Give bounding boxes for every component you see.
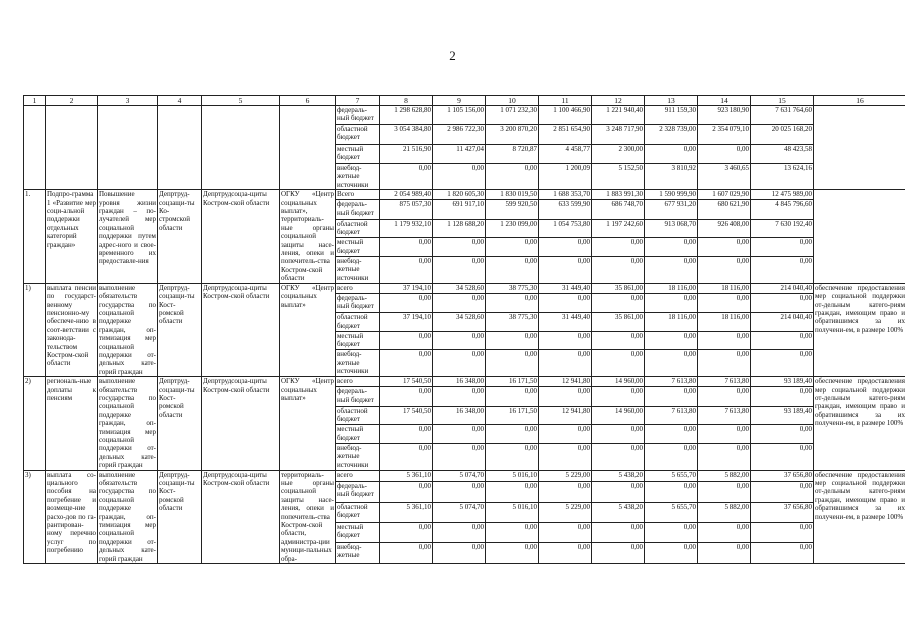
amount-cell: 0,00: [433, 350, 486, 377]
name-cell: Подпро-грамма 1 «Развитие мер соци-альной поддержки отдельных категорий граждан»: [46, 190, 98, 283]
amount-cell: 0,00: [698, 238, 751, 256]
amount-cell: 214 040,40: [751, 283, 814, 293]
amount-cell: 93 189,40: [751, 377, 814, 387]
table-row: [24, 106, 905, 125]
amount-cell: 0,00: [433, 238, 486, 256]
amount-cell: 35 861,00: [592, 313, 645, 331]
name-cell: выплата со-циального пособия на погребение и возмеще-ние расхо-дов по га-рантирован-ному перечню услуг по погребению: [46, 470, 98, 563]
amount-cell: 1 054 753,80: [539, 219, 592, 237]
goal-cell: выполнение обязательств государства по социальной поддержке граждан, оп-тимизация мер социальной поддержки от-дельных кате-горий граждан: [99, 470, 156, 563]
amount-cell: 214 040,40: [751, 313, 814, 331]
goal-cell: выполнение обязательств государства по социальной поддержке граждан, оп-тимизация мер социальной поддержки от-дельных кате-горий граждан: [99, 283, 156, 376]
amount-cell: 0,00: [539, 481, 592, 502]
amount-cell: 0,00: [486, 293, 539, 312]
num-cell: 1): [24, 283, 46, 376]
amount-cell: 16 348,00: [433, 406, 486, 424]
amount-cell: 14 960,00: [592, 406, 645, 424]
funding-source: всего: [336, 283, 380, 293]
amount-cell: 0,00: [751, 443, 814, 470]
funding-source: областной бюджет: [336, 313, 380, 331]
funding-source: внебюд-жетные источники: [336, 164, 380, 190]
name-cell: региональ-ные доплаты к пенсиям: [46, 377, 98, 470]
amount-cell: 1 179 932,10: [380, 219, 433, 237]
column-header: 5: [202, 96, 280, 106]
amount-cell: 875 057,30: [380, 200, 433, 219]
column-header: 13: [645, 96, 698, 106]
amount-cell: 0,00: [539, 350, 592, 377]
amount-cell: 16 171,50: [486, 377, 539, 387]
num-cell: 3): [24, 470, 46, 563]
amount-cell: 5 655,70: [645, 470, 698, 481]
amount-cell: 1 820 605,30: [433, 190, 486, 200]
amount-cell: 0,00: [592, 425, 645, 443]
amount-cell: 1 105 156,00: [433, 106, 486, 125]
amount-cell: 2 300,00: [592, 145, 645, 164]
funding-source: областной бюджет: [336, 219, 380, 237]
amount-cell: 677 931,20: [645, 200, 698, 219]
amount-cell: 0,00: [698, 387, 751, 406]
responsible-cell: Депртруд-соцзащи-ты Кост-ромской области: [158, 377, 202, 470]
expected-result-cell: обеспечение предоставления мер социальной поддержки от-дельным катего-риям граждан, имеющим право и обратившимся за их получени-ем, в размере 100%: [814, 283, 905, 376]
amount-cell: 0,00: [486, 443, 539, 470]
amount-cell: 11 427,04: [433, 145, 486, 164]
amount-cell: 5 882,00: [698, 502, 751, 522]
amount-cell: 0,00: [698, 542, 751, 563]
amount-cell: 1 071 232,30: [486, 106, 539, 125]
column-header: 10: [486, 96, 539, 106]
amount-cell: 4 458,77: [539, 145, 592, 164]
amount-cell: 0,00: [433, 425, 486, 443]
amount-cell: 0,00: [645, 145, 698, 164]
amount-cell: 0,00: [698, 425, 751, 443]
funding-source: местный бюджет: [336, 522, 380, 542]
amount-cell: 0,00: [380, 522, 433, 542]
amount-cell: 0,00: [380, 164, 433, 190]
amount-cell: 0,00: [380, 387, 433, 406]
amount-cell: 0,00: [645, 331, 698, 349]
amount-cell: 911 159,30: [645, 106, 698, 125]
executor-cell: Депртрудсоцза-щиты Костром-ской области: [202, 190, 280, 283]
column-header: 7: [336, 96, 380, 106]
amount-cell: 3 200 870,20: [486, 125, 539, 145]
funding-source: Всего: [336, 190, 380, 200]
amount-cell: 0,00: [698, 256, 751, 283]
amount-cell: 7 613,80: [698, 406, 751, 424]
amount-cell: 5 016,10: [486, 470, 539, 481]
funding-source: федераль-ный бюджет: [336, 293, 380, 312]
header-row: [24, 96, 905, 106]
funding-source: федераль-ный бюджет: [336, 481, 380, 502]
amount-cell: 0,00: [539, 425, 592, 443]
amount-cell: 38 775,30: [486, 283, 539, 293]
table-row: [24, 190, 905, 200]
amount-cell: 2 986 722,30: [433, 125, 486, 145]
amount-cell: 0,00: [486, 331, 539, 349]
funding-source: местный бюджет: [336, 145, 380, 164]
amount-cell: 680 621,90: [698, 200, 751, 219]
amount-cell: 0,00: [433, 387, 486, 406]
amount-cell: 1 128 688,20: [433, 219, 486, 237]
amount-cell: 0,00: [486, 256, 539, 283]
amount-cell: 0,00: [380, 238, 433, 256]
funding-source: федераль-ный бюджет: [336, 387, 380, 406]
num-cell: 1.: [24, 190, 46, 283]
page-number: 2: [449, 48, 456, 63]
amount-cell: 0,00: [698, 522, 751, 542]
column-header: 15: [751, 96, 814, 106]
amount-cell: 1 688 353,70: [539, 190, 592, 200]
amount-cell: 5 655,70: [645, 502, 698, 522]
amount-cell: 0,00: [539, 256, 592, 283]
expected-result-cell: обеспечение предоставления мер социальной поддержки от-дельным катего-риям граждан, имеющим право и обратившимся за их получени-ем, в размере 100%: [814, 470, 905, 563]
funding-source: областной бюджет: [336, 406, 380, 424]
amount-cell: 5 438,20: [592, 502, 645, 522]
amount-cell: 0,00: [380, 481, 433, 502]
amount-cell: 7 613,80: [645, 406, 698, 424]
amount-cell: 1 200,09: [539, 164, 592, 190]
amount-cell: 0,00: [751, 350, 814, 377]
amount-cell: 0,00: [645, 238, 698, 256]
expected-result-cell: [814, 190, 905, 283]
amount-cell: 1 883 991,30: [592, 190, 645, 200]
column-header: 3: [98, 96, 158, 106]
amount-cell: 0,00: [751, 481, 814, 502]
amount-cell: 0,00: [751, 387, 814, 406]
amount-cell: 0,00: [751, 293, 814, 312]
amount-cell: 0,00: [592, 542, 645, 563]
participant-cell: территориаль-ные органы социальной защиты насе-ления, опеки и попечитель-ства Костром-ской области, администра-ции муници-пальных обра-: [281, 470, 334, 563]
goal-cell: выполнение обязательств государства по социальной поддержке граждан, оп-тимизация мер социальной поддержки от-дельных кате-горий граждан: [99, 377, 156, 470]
amount-cell: 21 516,90: [380, 145, 433, 164]
amount-cell: 3 248 717,90: [592, 125, 645, 145]
amount-cell: 0,00: [539, 522, 592, 542]
amount-cell: 0,00: [592, 238, 645, 256]
num-cell: 2): [24, 377, 46, 470]
amount-cell: 926 408,00: [698, 219, 751, 237]
amount-cell: 0,00: [380, 443, 433, 470]
amount-cell: 0,00: [486, 425, 539, 443]
amount-cell: 1 607 029,90: [698, 190, 751, 200]
funding-source: федераль-ный бюджет: [336, 106, 380, 125]
amount-cell: 1 100 466,90: [539, 106, 592, 125]
funding-source: местный бюджет: [336, 425, 380, 443]
amount-cell: 5 229,00: [539, 502, 592, 522]
column-header: 12: [592, 96, 645, 106]
amount-cell: 0,00: [592, 481, 645, 502]
responsible-cell: Депртруд-соцзащи-ты Ко-стромской области: [158, 190, 202, 283]
funding-source: внебюд-жетные: [336, 542, 380, 563]
amount-cell: 3 054 384,80: [380, 125, 433, 145]
amount-cell: 18 116,00: [698, 283, 751, 293]
amount-cell: 0,00: [592, 293, 645, 312]
amount-cell: 0,00: [380, 542, 433, 563]
name-cell: выплата пенсии по государст-венному пенсионно-му обеспече-нию в соот-ветствии с законода-тельством Костром-ской области: [46, 283, 98, 376]
amount-cell: 1 298 628,80: [380, 106, 433, 125]
amount-cell: 0,00: [433, 522, 486, 542]
amount-cell: 38 775,30: [486, 313, 539, 331]
amount-cell: 0,00: [592, 443, 645, 470]
funding-source: всего: [336, 377, 380, 387]
amount-cell: 14 960,00: [592, 377, 645, 387]
amount-cell: 0,00: [698, 481, 751, 502]
num-cell: [24, 106, 46, 190]
amount-cell: 2 328 739,00: [645, 125, 698, 145]
amount-cell: 0,00: [698, 145, 751, 164]
amount-cell: 37 656,80: [751, 470, 814, 481]
column-header: 1: [24, 96, 46, 106]
amount-cell: 0,00: [433, 481, 486, 502]
funding-source: областной бюджет: [336, 125, 380, 145]
amount-cell: 2 054 989,40: [380, 190, 433, 200]
amount-cell: 5 074,70: [433, 470, 486, 481]
amount-cell: 31 449,40: [539, 313, 592, 331]
amount-cell: 0,00: [433, 164, 486, 190]
amount-cell: 2 851 654,90: [539, 125, 592, 145]
funding-source: внебюд-жетные источники: [336, 256, 380, 283]
amount-cell: 2 354 079,10: [698, 125, 751, 145]
amount-cell: 0,00: [539, 331, 592, 349]
amount-cell: 0,00: [698, 350, 751, 377]
amount-cell: 8 720,87: [486, 145, 539, 164]
amount-cell: 37 656,80: [751, 502, 814, 522]
amount-cell: 0,00: [433, 542, 486, 563]
executor-cell: [202, 106, 280, 190]
column-header: 2: [46, 96, 98, 106]
amount-cell: 0,00: [380, 425, 433, 443]
table-row: [24, 377, 905, 387]
amount-cell: 0,00: [433, 443, 486, 470]
amount-cell: 5 152,50: [592, 164, 645, 190]
amount-cell: 1 197 242,60: [592, 219, 645, 237]
amount-cell: 4 845 796,60: [751, 200, 814, 219]
amount-cell: 1 590 999,90: [645, 190, 698, 200]
table-row: [24, 470, 905, 481]
column-header: 11: [539, 96, 592, 106]
amount-cell: 3 810,92: [645, 164, 698, 190]
executor-cell: Депртрудсоцза-щиты Костром-ской области: [202, 377, 280, 470]
participant-cell: ОГКУ «Центр социальных выплат»: [280, 377, 336, 470]
amount-cell: 0,00: [486, 350, 539, 377]
amount-cell: 0,00: [486, 522, 539, 542]
amount-cell: 0,00: [645, 425, 698, 443]
amount-cell: 0,00: [751, 522, 814, 542]
amount-cell: 17 540,50: [380, 406, 433, 424]
amount-cell: 686 748,70: [592, 200, 645, 219]
expected-result-cell: [814, 106, 905, 190]
amount-cell: 20 025 168,20: [751, 125, 814, 145]
amount-cell: 5 229,00: [539, 470, 592, 481]
amount-cell: 5 361,10: [380, 502, 433, 522]
amount-cell: 0,00: [539, 238, 592, 256]
amount-cell: 923 180,90: [698, 106, 751, 125]
column-header: 14: [698, 96, 751, 106]
amount-cell: 0,00: [645, 293, 698, 312]
amount-cell: 34 528,60: [433, 283, 486, 293]
amount-cell: 16 348,00: [433, 377, 486, 387]
amount-cell: 0,00: [645, 522, 698, 542]
amount-cell: 0,00: [645, 443, 698, 470]
amount-cell: 0,00: [645, 542, 698, 563]
amount-cell: 633 599,90: [539, 200, 592, 219]
amount-cell: 1 221 940,40: [592, 106, 645, 125]
name-cell: [46, 106, 98, 190]
amount-cell: 0,00: [539, 443, 592, 470]
funding-source: внебюд-жетные источники: [336, 350, 380, 377]
amount-cell: 5 882,00: [698, 470, 751, 481]
amount-cell: 0,00: [751, 238, 814, 256]
column-header: 8: [380, 96, 433, 106]
amount-cell: 12 941,80: [539, 406, 592, 424]
amount-cell: 5 361,10: [380, 470, 433, 481]
column-header: 9: [433, 96, 486, 106]
amount-cell: 0,00: [698, 443, 751, 470]
goal-cell: Повышение уровня жизни граждан – по-лучателей мер социальной поддержки путем адрес-ного и свое-временного их предоставле-ния: [98, 190, 158, 283]
amount-cell: 35 861,00: [592, 283, 645, 293]
amount-cell: 0,00: [433, 293, 486, 312]
amount-cell: 0,00: [592, 256, 645, 283]
amount-cell: 5 016,10: [486, 502, 539, 522]
amount-cell: 0,00: [486, 238, 539, 256]
amount-cell: 31 449,40: [539, 283, 592, 293]
responsible-cell: Депртруд-соцзащи-ты Кост-ромской области: [158, 470, 202, 563]
amount-cell: 0,00: [380, 256, 433, 283]
amount-cell: 16 171,50: [486, 406, 539, 424]
amount-cell: 13 624,16: [751, 164, 814, 190]
amount-cell: 0,00: [751, 256, 814, 283]
amount-cell: 0,00: [486, 542, 539, 563]
amount-cell: 0,00: [751, 331, 814, 349]
amount-cell: 0,00: [433, 331, 486, 349]
amount-cell: 599 920,50: [486, 200, 539, 219]
amount-cell: 0,00: [592, 387, 645, 406]
column-header: 4: [158, 96, 202, 106]
amount-cell: 0,00: [645, 256, 698, 283]
amount-cell: 17 540,50: [380, 377, 433, 387]
amount-cell: 18 116,00: [698, 313, 751, 331]
amount-cell: 18 116,00: [645, 283, 698, 293]
table-row: [24, 283, 905, 293]
amount-cell: 1 830 019,50: [486, 190, 539, 200]
amount-cell: 0,00: [698, 293, 751, 312]
amount-cell: 12 475 989,00: [751, 190, 814, 200]
amount-cell: 0,00: [486, 387, 539, 406]
column-header: 16: [814, 96, 905, 106]
amount-cell: 0,00: [380, 331, 433, 349]
amount-cell: 0,00: [751, 425, 814, 443]
amount-cell: 0,00: [380, 350, 433, 377]
amount-cell: 0,00: [645, 350, 698, 377]
amount-cell: 0,00: [645, 387, 698, 406]
amount-cell: 5 438,20: [592, 470, 645, 481]
amount-cell: 0,00: [751, 542, 814, 563]
responsible-cell: [158, 106, 202, 190]
budget-table: [23, 95, 905, 564]
amount-cell: 0,00: [645, 481, 698, 502]
amount-cell: 0,00: [592, 331, 645, 349]
expected-result-cell: обеспечение предоставления мер социальной поддержки от-дельным катего-риям граждан, имеющим право и обратившимся за их получени-ем, в размере 100%: [814, 377, 905, 470]
amount-cell: 37 194,10: [380, 313, 433, 331]
amount-cell: 1 230 099,00: [486, 219, 539, 237]
amount-cell: 7 613,80: [645, 377, 698, 387]
executor-cell: Депртрудсоцза-щиты Костром-ской области: [202, 283, 280, 376]
amount-cell: 3 460,65: [698, 164, 751, 190]
amount-cell: 0,00: [380, 293, 433, 312]
amount-cell: 37 194,10: [380, 283, 433, 293]
participant-cell: [280, 106, 336, 190]
amount-cell: 7 631 764,60: [751, 106, 814, 125]
funding-source: федераль-ный бюджет: [336, 200, 380, 219]
amount-cell: 12 941,80: [539, 377, 592, 387]
amount-cell: 0,00: [486, 164, 539, 190]
executor-cell: Депртрудсоцза-щиты Костром-ской области: [202, 470, 280, 563]
amount-cell: 7 630 192,40: [751, 219, 814, 237]
amount-cell: 0,00: [539, 387, 592, 406]
amount-cell: 0,00: [539, 293, 592, 312]
participant-cell: ОГКУ «Центр социальных выплат», территориаль-ные органы социальной защиты насе-ления, опеки и попечитель-ства Костром-ской области: [281, 190, 334, 283]
amount-cell: 0,00: [592, 350, 645, 377]
amount-cell: 18 116,00: [645, 313, 698, 331]
amount-cell: 0,00: [698, 331, 751, 349]
funding-source: всего: [336, 470, 380, 481]
column-header: 6: [280, 96, 336, 106]
amount-cell: 5 074,70: [433, 502, 486, 522]
amount-cell: 48 423,58: [751, 145, 814, 164]
participant-cell: ОГКУ «Центр социальных выплат»: [280, 283, 336, 376]
amount-cell: 0,00: [592, 522, 645, 542]
funding-source: местный бюджет: [336, 238, 380, 256]
amount-cell: 0,00: [433, 256, 486, 283]
amount-cell: 93 189,40: [751, 406, 814, 424]
amount-cell: 0,00: [486, 481, 539, 502]
responsible-cell: Депртруд-соцзащи-ты Кост-ромской области: [158, 283, 202, 376]
goal-cell: [98, 106, 158, 190]
amount-cell: 34 528,60: [433, 313, 486, 331]
amount-cell: 691 917,10: [433, 200, 486, 219]
table-body: [24, 96, 905, 564]
funding-source: областной бюджет: [336, 502, 380, 522]
amount-cell: 7 613,80: [698, 377, 751, 387]
amount-cell: 0,00: [539, 542, 592, 563]
amount-cell: 913 068,70: [645, 219, 698, 237]
funding-source: местный бюджет: [336, 331, 380, 349]
funding-source: внебюд-жетные источники: [336, 443, 380, 470]
